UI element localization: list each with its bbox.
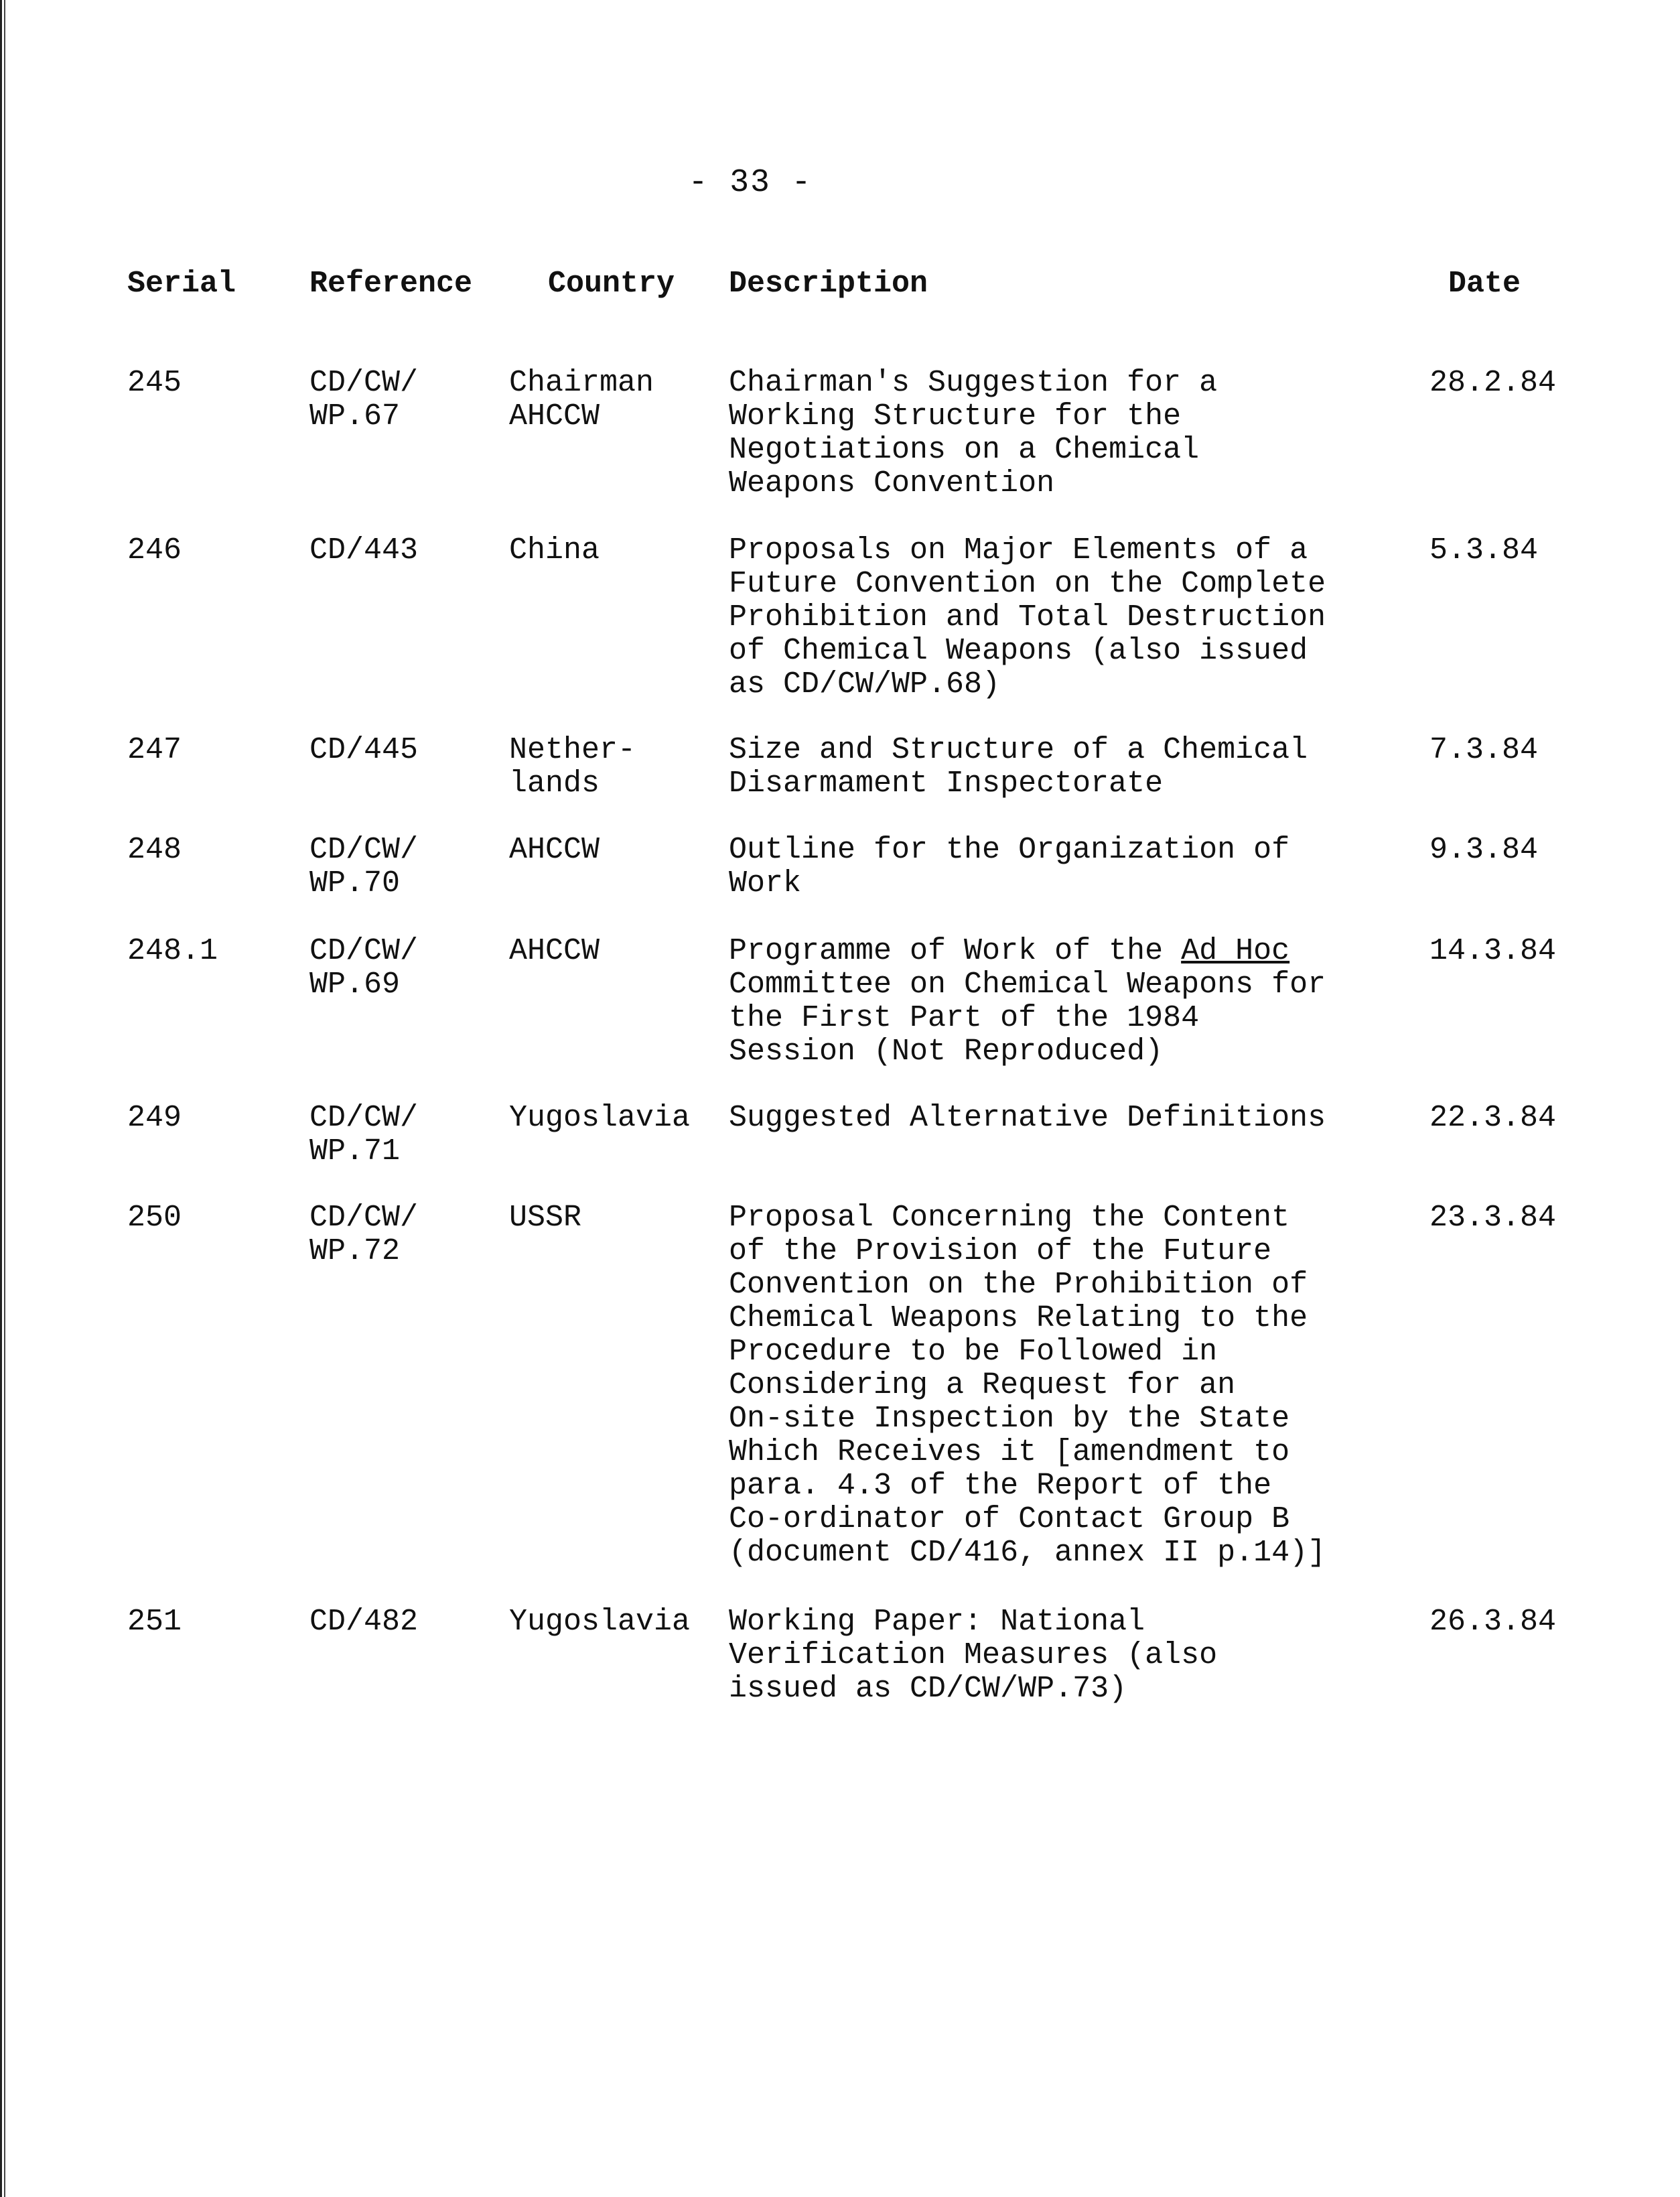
- page-number: - 33 -: [688, 165, 813, 201]
- description-cell: Suggested Alternative Definitions: [729, 1101, 1326, 1135]
- header-description: Description: [729, 267, 928, 301]
- serial-cell: 246: [127, 533, 182, 568]
- date-cell: 28.2.84: [1429, 366, 1557, 400]
- date-cell: 14.3.84: [1429, 934, 1557, 968]
- reference-cell: CD/443: [309, 533, 419, 568]
- country-cell: AHCCW: [509, 833, 600, 867]
- header-country: Country: [548, 267, 675, 301]
- country-cell: China: [509, 533, 600, 568]
- country-cell: Yugoslavia: [509, 1101, 691, 1135]
- country-cell: Chairman AHCCW: [509, 366, 654, 434]
- reference-cell: CD/CW/ WP.67: [309, 366, 419, 434]
- description-cell: Size and Structure of a Chemical Disarmament Inspectorate: [729, 733, 1308, 801]
- date-cell: 7.3.84: [1429, 733, 1539, 767]
- description-cell: [729, 935, 1412, 1069]
- reference-cell: CD/CW/ WP.71: [309, 1101, 419, 1169]
- description-text: Committee on Chemical Weapons for the First Part of the 1984 Session (Not Reproduced): [729, 968, 1326, 1069]
- country-cell: Nether- lands: [509, 733, 636, 801]
- date-cell: 5.3.84: [1429, 533, 1539, 568]
- description-cell: Proposal Concerning the Content of the Provision of the Future Convention on the Prohibition of Chemical Weapons Relating to the Procedure to be Followed in Considering a Request for an On-site Inspection by the State Which Receives it [amendment to para. 4.3 of the Report of the Co-ordinator of Contact Group B (document CD/416, annex II p.14)]: [729, 1201, 1326, 1570]
- serial-cell: 249: [127, 1101, 182, 1135]
- reference-cell: CD/CW/ WP.69: [309, 934, 419, 1002]
- underlined-term: Ad Hoc: [1181, 934, 1290, 968]
- header-reference: Reference: [309, 267, 473, 301]
- header-date: Date: [1448, 267, 1521, 301]
- serial-cell: 251: [127, 1605, 182, 1639]
- table-header: [0, 267, 1680, 307]
- serial-cell: 247: [127, 733, 182, 767]
- country-cell: AHCCW: [509, 934, 600, 968]
- description-text: Programme of Work of the: [729, 934, 1182, 968]
- serial-cell: 248: [127, 833, 182, 867]
- serial-cell: 250: [127, 1201, 182, 1235]
- serial-cell: 245: [127, 366, 182, 400]
- page-scan-edge: [0, 0, 9, 2197]
- description-cell: Working Paper: National Verification Measures (also issued as CD/CW/WP.73): [729, 1605, 1218, 1706]
- description-cell: Chairman's Suggestion for a Working Structure for the Negotiations on a Chemical Weapons Convention: [729, 366, 1218, 501]
- serial-cell: 248.1: [127, 934, 218, 968]
- country-cell: USSR: [509, 1201, 582, 1235]
- description-cell: Proposals on Major Elements of a Future Convention on the Complete Prohibition and Total Destruction of Chemical Weapons (also issued as CD/CW/WP.68): [729, 533, 1326, 702]
- reference-cell: CD/445: [309, 733, 419, 767]
- date-cell: 22.3.84: [1429, 1101, 1557, 1135]
- country-cell: Yugoslavia: [509, 1605, 691, 1639]
- date-cell: 9.3.84: [1429, 833, 1539, 867]
- date-cell: 26.3.84: [1429, 1605, 1557, 1639]
- reference-cell: CD/482: [309, 1605, 419, 1639]
- date-cell: 23.3.84: [1429, 1201, 1557, 1235]
- header-serial: Serial: [127, 267, 236, 301]
- description-cell: Outline for the Organization of Work: [729, 833, 1290, 901]
- reference-cell: CD/CW/ WP.70: [309, 833, 419, 901]
- reference-cell: CD/CW/ WP.72: [309, 1201, 419, 1268]
